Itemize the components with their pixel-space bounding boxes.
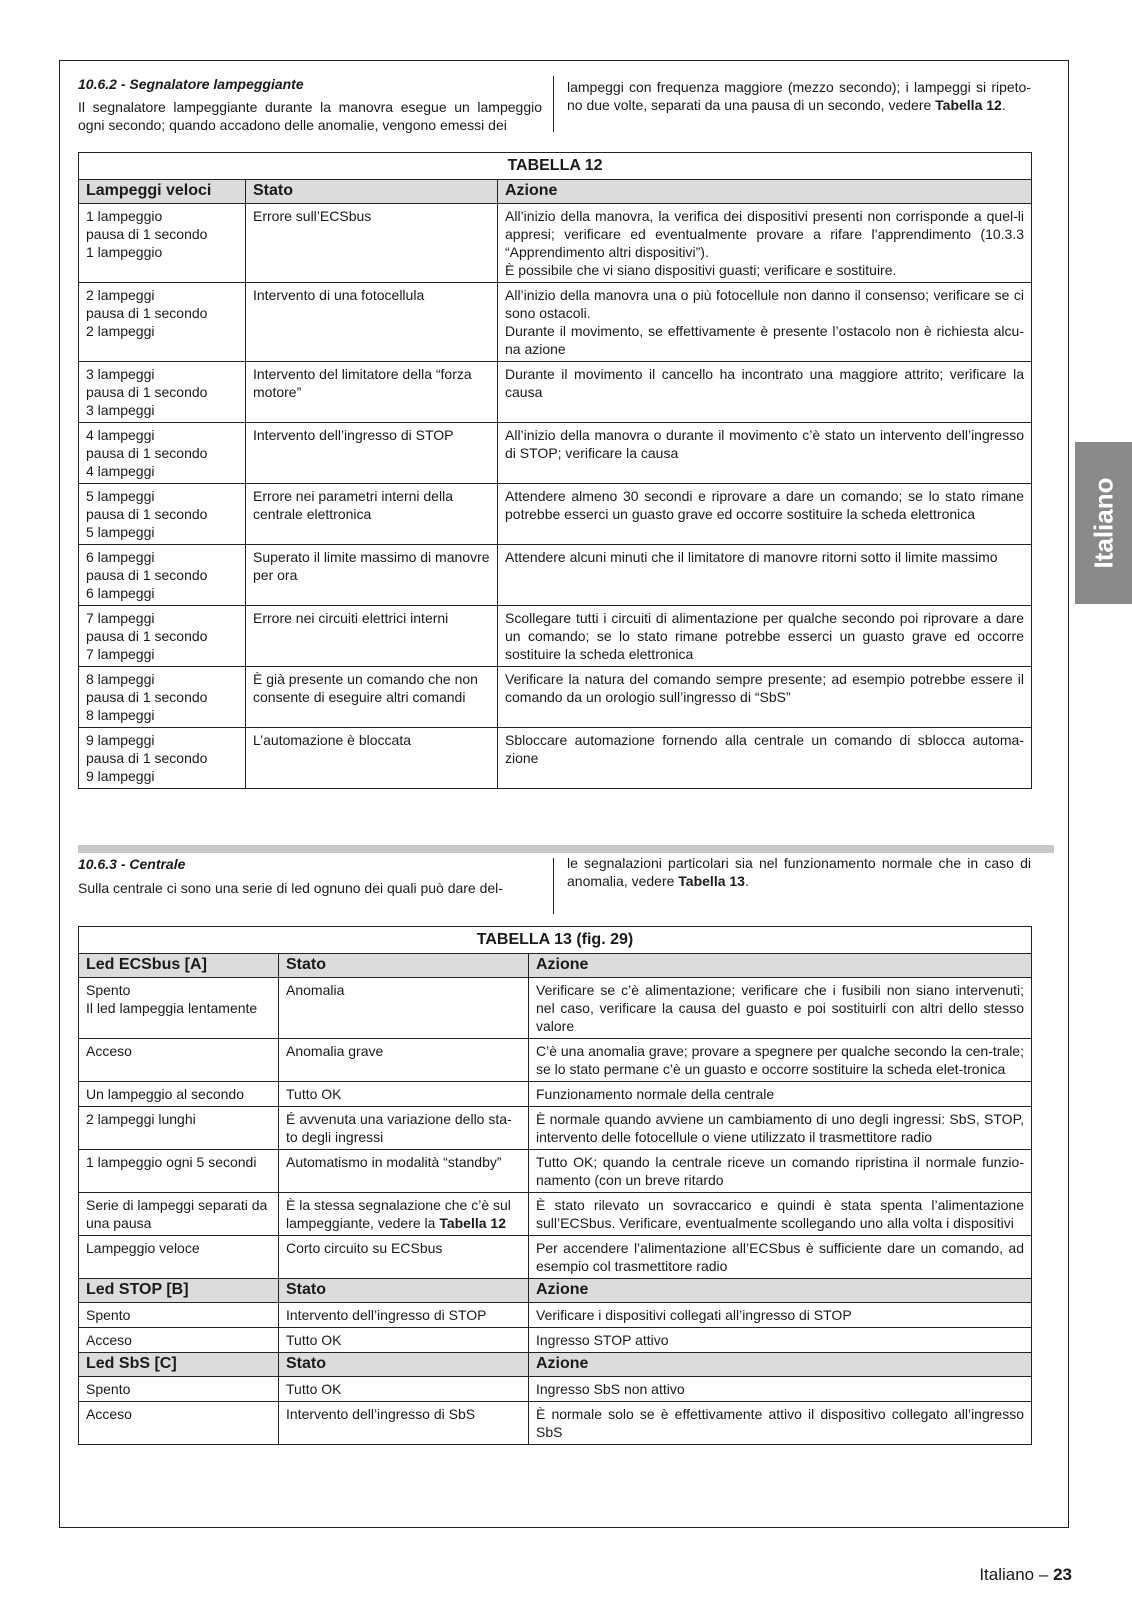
language-side-tab — [1075, 442, 1132, 604]
state-header: Stato — [279, 954, 529, 978]
led-cell — [79, 978, 279, 1039]
table-row — [79, 606, 1032, 667]
flashes-cell-line: 1 lampeggio — [86, 244, 163, 260]
table-row — [79, 1328, 1032, 1353]
action-cell — [498, 362, 1032, 423]
state-text: Anomalia grave — [286, 1043, 384, 1059]
action-cell — [498, 728, 1032, 789]
action-cell-line: All’inizio della manovra una o più fotocellule non danno il consenso; verificare se ci sono ostacoli. — [505, 287, 1024, 321]
table-row — [79, 1236, 1032, 1279]
led-cell-line: 1 lampeggio ogni 5 secondi — [86, 1154, 257, 1170]
flashes-cell-line: 2 lampeggi — [86, 287, 155, 303]
table-13-header-row — [79, 1279, 1032, 1303]
action-header: Azione — [529, 954, 1032, 978]
state-cell: Intervento dell’ingresso di STOP — [246, 423, 498, 484]
state-cell: Errore nei parametri interni della centrale elettronica — [246, 484, 498, 545]
action-cell: È normale solo se è effettivamente attivo il dispositivo collegato all’ingresso SbS — [529, 1402, 1032, 1445]
action-cell: È stato rilevato un sovraccarico e quindi è stata spenta l’alimentazione sull’ECSbus. Verificare, eventualmente scollegando uno alla volta i dispositivi — [529, 1193, 1032, 1236]
action-cell-line: Sbloccare automazione fornendo alla centrale un comando di sblocca automa-zione — [505, 732, 1024, 766]
action-cell-line: Verificare la natura del comando sempre presente; ad esempio potrebbe essere il comando da un orologio sull’ingresso di “SbS” — [505, 671, 1024, 705]
flashes-cell-line: 9 lampeggi — [86, 732, 155, 748]
action-cell-line: All’inizio della manovra o durante il movimento c’è stato un intervento dell’ingresso di STOP; verificare la causa — [505, 427, 1024, 461]
flashes-cell-line: pausa di 1 secondo — [86, 384, 208, 400]
led-cell — [79, 1082, 279, 1107]
led-header: Led ECSbus [A] — [79, 954, 279, 978]
flashes-cell-line: 5 lampeggi — [86, 488, 155, 504]
table-12-header-row — [79, 180, 1032, 204]
led-cell-line: Spento — [86, 1307, 131, 1323]
flashes-cell-line: 6 lampeggi — [86, 549, 155, 565]
flashes-cell — [79, 606, 246, 667]
flashes-cell — [79, 728, 246, 789]
state-cell: È già presente un comando che non consente di eseguire altri comandi — [246, 667, 498, 728]
action-cell-line: Durante il movimento il cancello ha incontrato una maggiore attrito; verificare la causa — [505, 366, 1024, 400]
state-cell — [279, 1082, 529, 1107]
state-text: Anomalia — [286, 982, 345, 998]
action-cell — [498, 204, 1032, 283]
table-13 — [78, 926, 1032, 1445]
state-header: Stato — [279, 1279, 529, 1303]
language-tab-label: Italiano — [1088, 477, 1118, 569]
led-cell — [79, 1039, 279, 1082]
flashes-cell — [79, 362, 246, 423]
state-header: Stato — [279, 1353, 529, 1377]
page-footer — [979, 1565, 1072, 1585]
flashes-cell — [79, 423, 246, 484]
flashes-cell — [79, 667, 246, 728]
table-row — [79, 484, 1032, 545]
flashes-cell-line: 4 lampeggi — [86, 463, 155, 479]
flashes-cell-line: 6 lampeggi — [86, 585, 155, 601]
state-text: Tutto OK — [286, 1381, 342, 1397]
header-state: Stato — [246, 180, 498, 204]
flashes-cell-line: pausa di 1 secondo — [86, 689, 208, 705]
action-cell: Funzionamento normale della centrale — [529, 1082, 1032, 1107]
table-row — [79, 1193, 1032, 1236]
section-title-signal-lamp: 10.6.2 - Segnalatore lampeggiante — [78, 76, 304, 92]
table-row — [79, 1082, 1032, 1107]
flashes-cell-line: pausa di 1 secondo — [86, 305, 208, 321]
action-cell — [498, 283, 1032, 362]
flashes-cell-line: 8 lampeggi — [86, 707, 155, 723]
flashes-cell — [79, 545, 246, 606]
table-row — [79, 204, 1032, 283]
action-cell: Per accendere l’alimentazione all’ECSbus è sufficiente dare un comando, ad esempio col trasmettitore radio — [529, 1236, 1032, 1279]
action-cell — [498, 606, 1032, 667]
led-cell — [79, 1303, 279, 1328]
section-1-paragraph-left: Il segnalatore lampeggiante durante la manovra esegue un lampeggio ogni secondo; quando accadono delle anomalie, vengono emessi dei — [78, 99, 542, 133]
flashes-cell-line: 1 lampeggio — [86, 208, 163, 224]
state-cell — [279, 1377, 529, 1402]
flashes-cell-line: 2 lampeggi — [86, 323, 155, 339]
table-row — [79, 1303, 1032, 1328]
table-row — [79, 545, 1032, 606]
state-cell — [279, 978, 529, 1039]
action-cell-line: Durante il movimento, se effettivamente è presente l’ostacolo non è richiesta alcu-na azione — [505, 323, 1024, 357]
state-cell — [279, 1039, 529, 1082]
led-cell — [79, 1107, 279, 1150]
flashes-cell — [79, 484, 246, 545]
table-row — [79, 1377, 1032, 1402]
action-cell-line: Attendere almeno 30 secondi e riprovare a dare un comando; se lo stato rimane potrebbe esserci un guasto grave ed occorre sostituire la scheda elettronica — [505, 488, 1024, 522]
state-cell — [279, 1402, 529, 1445]
table-row — [79, 1039, 1032, 1082]
header-flashes: Lampeggi veloci — [79, 180, 246, 204]
table-row — [79, 1402, 1032, 1445]
action-cell — [498, 423, 1032, 484]
led-cell-line: Acceso — [86, 1332, 132, 1348]
led-header: Led SbS [C] — [79, 1353, 279, 1377]
flashes-cell-line: 9 lampeggi — [86, 768, 155, 784]
table-row — [79, 728, 1032, 789]
state-cell — [279, 1303, 529, 1328]
action-cell — [498, 484, 1032, 545]
flashes-cell-line: pausa di 1 secondo — [86, 628, 208, 644]
flashes-cell-line: 3 lampeggi — [86, 366, 155, 382]
led-cell-line: Spento — [86, 1381, 131, 1397]
action-cell: È normale quando avviene un cambiamento di uno degli ingressi: SbS, STOP, intervento delle fotocellule o viene utilizzato il trasmettitore radio — [529, 1107, 1032, 1150]
flashes-cell-line: 4 lampeggi — [86, 427, 155, 443]
state-text: Corto circuito su ECSbus — [286, 1240, 443, 1256]
flashes-cell — [79, 204, 246, 283]
table-row — [79, 1150, 1032, 1193]
state-text: Automatismo in modalità “standby” — [286, 1154, 502, 1170]
table-12-reference: Tabella 12 — [935, 97, 1002, 113]
state-text: Intervento dell’ingresso di STOP — [286, 1307, 487, 1323]
action-header: Azione — [529, 1353, 1032, 1377]
led-cell — [79, 1193, 279, 1236]
action-cell: Ingresso STOP attivo — [529, 1328, 1032, 1353]
state-cell: L’automazione è bloccata — [246, 728, 498, 789]
table-13-header-row — [79, 1353, 1032, 1377]
column-divider — [553, 858, 554, 914]
action-cell — [498, 545, 1032, 606]
flashes-cell-line: pausa di 1 secondo — [86, 226, 208, 242]
section-2-paragraph-right: le segnalazioni particolari sia nel funzionamento normale che in caso di anomalia, vedere Tabella 13. — [567, 855, 1031, 889]
action-cell-line: All’inizio della manovra, la verifica dei dispositivi presenti non corrisponde a quel-li appresi; verificare ed eventualmente provare a rifare l’apprendimento (10.3.3 “Apprendimento altri dispositivi”). — [505, 208, 1024, 260]
footer-language: Italiano — [979, 1565, 1035, 1584]
state-cell — [279, 1328, 529, 1353]
table-row — [79, 978, 1032, 1039]
table-13-caption: TABELLA 13 (fig. 29) — [79, 927, 1032, 954]
led-cell — [79, 1377, 279, 1402]
flashes-cell-line: 8 lampeggi — [86, 671, 155, 687]
led-cell-line: Lampeggio veloce — [86, 1240, 200, 1256]
section-divider-bar — [78, 845, 1054, 853]
action-header: Azione — [529, 1279, 1032, 1303]
action-cell: Tutto OK; quando la centrale riceve un comando ripristina il normale funzio-namento (con un breve ritardo — [529, 1150, 1032, 1193]
table-12-caption: TABELLA 12 — [79, 153, 1032, 180]
state-text: Intervento dell’ingresso di SbS — [286, 1406, 476, 1422]
action-cell: Verificare se c’è alimentazione; verificare che i fusibili non siano intervenuti; nel caso, verificare la causa del guasto e poi sostituirli con altri dello stesso valore — [529, 978, 1032, 1039]
action-cell-line: Attendere alcuni minuti che il limitatore di manovre ritorni sotto il limite massimo — [505, 549, 998, 565]
led-cell-line: Acceso — [86, 1406, 132, 1422]
section-2-paragraph-left: Sulla centrale ci sono una serie di led ognuno dei quali può dare del- — [78, 880, 503, 896]
led-cell — [79, 1236, 279, 1279]
page-number: 23 — [1053, 1565, 1072, 1584]
table-row — [79, 423, 1032, 484]
action-cell-line: Scollegare tutti i circuiti di alimentazione per qualche secondo poi riprovare a dare un comando; se lo stato rimane potrebbe esserci un guasto grave ed occorre sostituire la scheda elettronica — [505, 610, 1024, 662]
action-cell: Verificare i dispositivi collegati all’ingresso di STOP — [529, 1303, 1032, 1328]
action-cell: Ingresso SbS non attivo — [529, 1377, 1032, 1402]
state-cell — [279, 1193, 529, 1236]
table-12 — [78, 152, 1032, 789]
action-cell: C’è una anomalia grave; provare a spegnere per qualche secondo la cen-trale; se lo stato permane c’è un guasto e occorre sostituire la scheda elet-tronica — [529, 1039, 1032, 1082]
flashes-cell-line: pausa di 1 secondo — [86, 750, 208, 766]
table-row — [79, 283, 1032, 362]
flashes-cell-line: 7 lampeggi — [86, 646, 155, 662]
led-cell — [79, 1402, 279, 1445]
led-cell-line: Spento — [86, 982, 131, 998]
state-cell — [279, 1236, 529, 1279]
table-12-reference: Tabella 12 — [439, 1215, 506, 1231]
flashes-cell-line: pausa di 1 secondo — [86, 506, 208, 522]
table-row — [79, 667, 1032, 728]
flashes-cell-line: 3 lampeggi — [86, 402, 155, 418]
led-cell-line: Un lampeggio al secondo — [86, 1086, 244, 1102]
flashes-cell-line: pausa di 1 secondo — [86, 567, 208, 583]
table-row — [79, 362, 1032, 423]
state-cell — [279, 1107, 529, 1150]
state-cell: Intervento di una fotocellula — [246, 283, 498, 362]
section-title-control-unit: 10.6.3 - Centrale — [78, 856, 186, 872]
flashes-cell-line: pausa di 1 secondo — [86, 445, 208, 461]
action-cell — [498, 667, 1032, 728]
led-cell-line: Serie di lampeggi separati da una pausa — [86, 1197, 268, 1231]
state-cell: Intervento del limitatore della “forza motore” — [246, 362, 498, 423]
footer-dash: – — [1038, 1565, 1049, 1584]
column-divider — [553, 76, 554, 132]
flashes-cell-line: 5 lampeggi — [86, 524, 155, 540]
flashes-cell-line: 7 lampeggi — [86, 610, 155, 626]
state-text: Tutto OK — [286, 1086, 342, 1102]
state-cell: Superato il limite massimo di manovre per ora — [246, 545, 498, 606]
state-text: È la stessa segnalazione che c’è sul lampeggiante, vedere la — [286, 1197, 511, 1231]
state-cell: Errore nei circuiti elettrici interni — [246, 606, 498, 667]
table-row — [79, 1107, 1032, 1150]
led-cell — [79, 1328, 279, 1353]
state-cell — [279, 1150, 529, 1193]
flashes-cell — [79, 283, 246, 362]
state-cell: Errore sull’ECSbus — [246, 204, 498, 283]
header-action: Azione — [498, 180, 1032, 204]
led-cell-line: Acceso — [86, 1043, 132, 1059]
table-13-header-row — [79, 954, 1032, 978]
table-13-reference: Tabella 13 — [678, 873, 745, 889]
state-text: É avvenuta una variazione dello sta-to degli ingressi — [286, 1111, 512, 1145]
led-cell-line: Il led lampeggia lentamente — [86, 1000, 258, 1016]
led-cell — [79, 1150, 279, 1193]
led-header: Led STOP [B] — [79, 1279, 279, 1303]
state-text: Tutto OK — [286, 1332, 342, 1348]
action-cell-line: È possibile che vi siano dispositivi guasti; verificare e sostituire. — [505, 262, 897, 278]
section-1-paragraph-right: lampeggi con frequenza maggiore (mezzo secondo); i lampeggi si ripeto-no due volte, separati da una pausa di un secondo, vedere Tabella 12. — [567, 79, 1031, 113]
led-cell-line: 2 lampeggi lunghi — [86, 1111, 196, 1127]
